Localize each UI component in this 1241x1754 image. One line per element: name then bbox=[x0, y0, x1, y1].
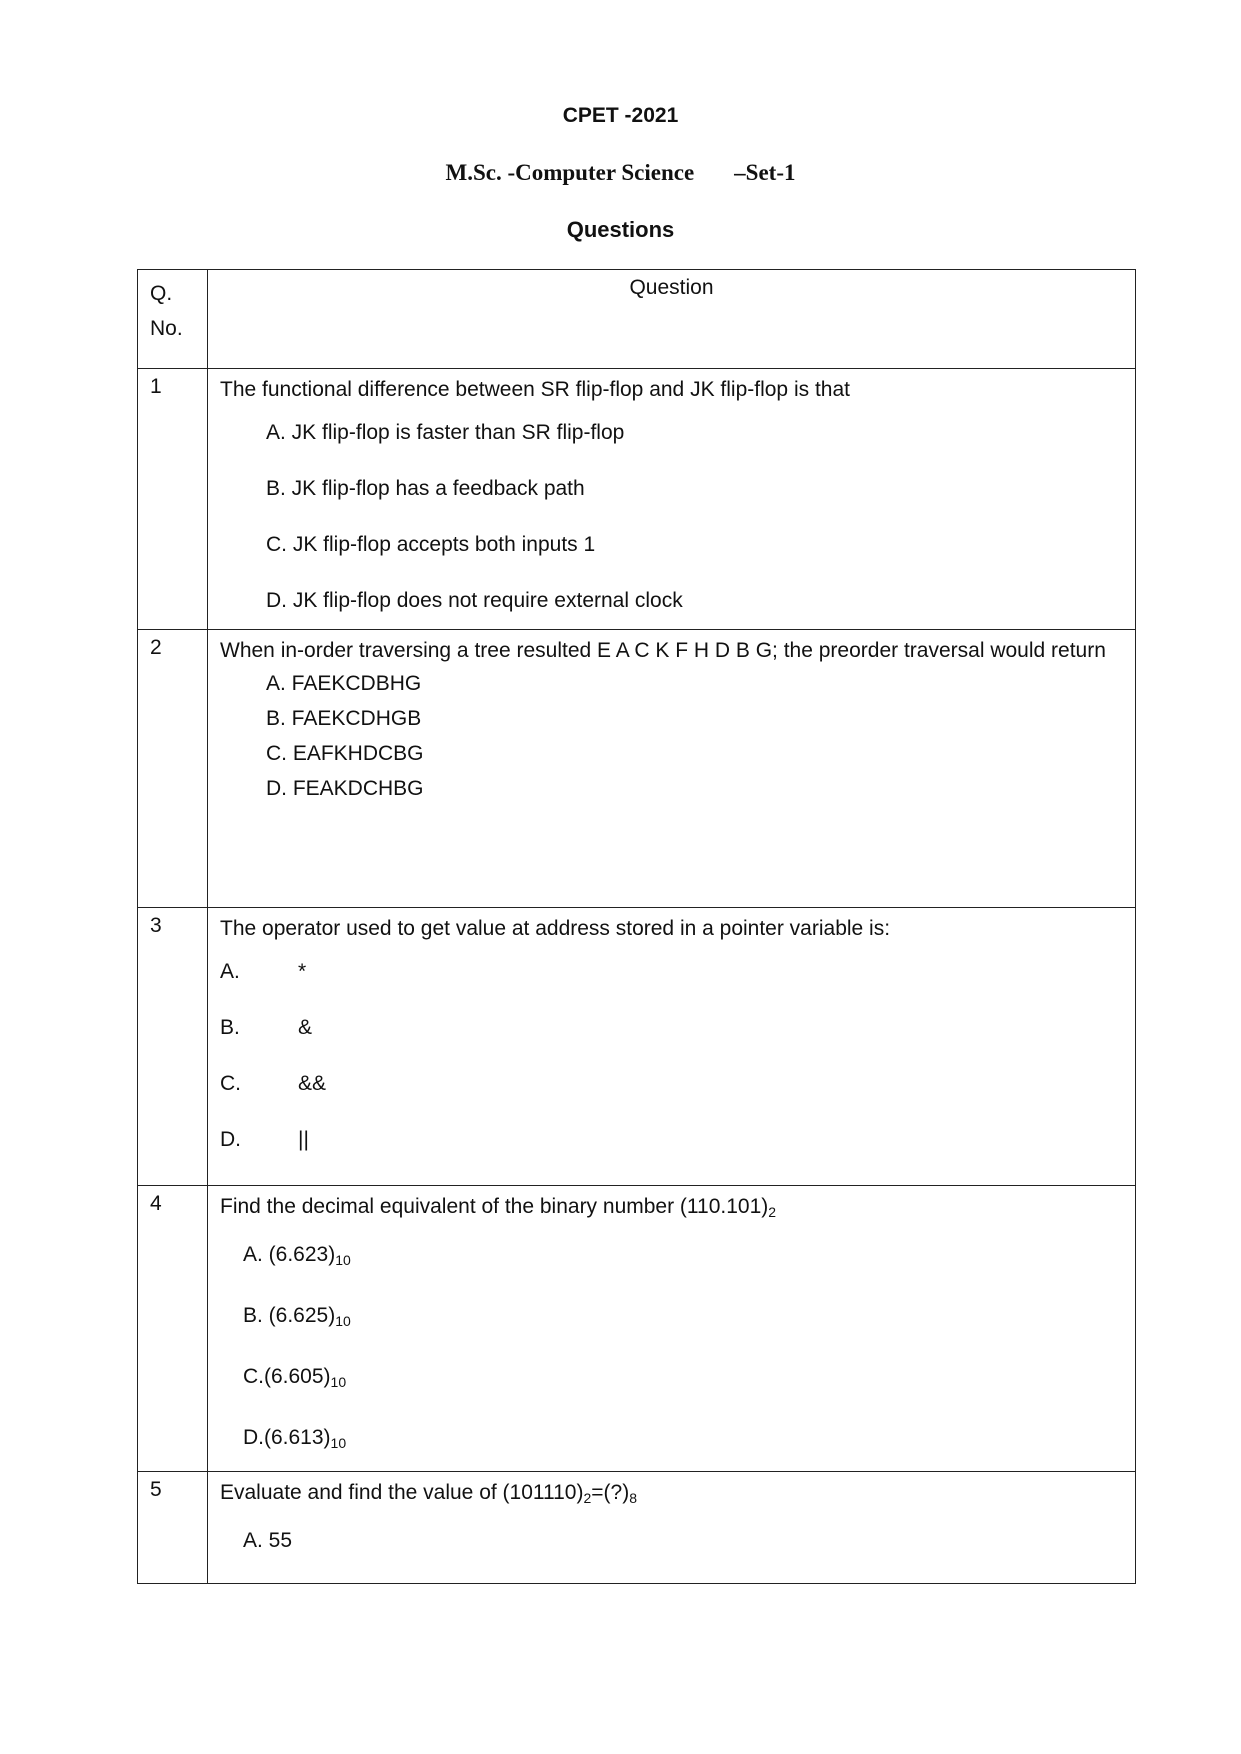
questions-table bbox=[137, 269, 1136, 1584]
option: A. * bbox=[220, 960, 307, 983]
question-number: 5 bbox=[138, 1472, 208, 1584]
course-name: M.Sc. -Computer Science bbox=[445, 160, 695, 185]
question-cell bbox=[208, 908, 1136, 1186]
exam-title: CPET -2021 bbox=[562, 104, 679, 127]
question-row bbox=[138, 369, 1136, 630]
question-number: 1 bbox=[138, 369, 208, 630]
option: D. || bbox=[220, 1128, 309, 1151]
question-number: 4 bbox=[138, 1186, 208, 1472]
option: A. JK flip-flop is faster than SR flip-flop bbox=[266, 421, 625, 444]
question-row bbox=[138, 1186, 1136, 1472]
question-text: Find the decimal equivalent of the binary number $(110.101)_2$ bbox=[220, 1195, 777, 1220]
column-header-question: Question bbox=[208, 270, 1136, 369]
section-title: Questions bbox=[566, 217, 675, 242]
option: B. & bbox=[220, 1016, 313, 1039]
question-cell bbox=[208, 369, 1136, 630]
question-number: 2 bbox=[138, 630, 208, 908]
option: C. EAFKHDCBG bbox=[266, 742, 424, 765]
question-text: When in-order traversing a tree resulted E A C K F H D B G; the preorder traversal would return bbox=[220, 639, 1106, 662]
option: D. FEAKDCHBG bbox=[266, 777, 424, 800]
question-cell bbox=[208, 630, 1136, 908]
option: A. 55 bbox=[243, 1529, 293, 1552]
option: B. JK flip-flop has a feedback path bbox=[266, 477, 585, 500]
option: C. JK flip-flop accepts both inputs 1 bbox=[266, 533, 596, 556]
option: C. && bbox=[220, 1072, 327, 1095]
column-header-qno: Q. No. bbox=[138, 270, 208, 369]
option: A. FAEKCDBHG bbox=[266, 672, 422, 695]
question-cell bbox=[208, 1186, 1136, 1472]
option: $C.(6.605)_{10}$ bbox=[243, 1365, 347, 1390]
option: $D.(6.613)_{10}$ bbox=[243, 1426, 347, 1451]
question-text: Evaluate and find the value of $(101110)_2=(?)_8$ bbox=[220, 1481, 638, 1506]
option: B. $(6.625)_{10}$ bbox=[243, 1304, 351, 1329]
question-text: The operator used to get value at address stored in a pointer variable is: bbox=[220, 917, 891, 940]
set-label: –Set-1 bbox=[734, 160, 796, 185]
question-row bbox=[138, 1472, 1136, 1584]
question-cell bbox=[208, 1472, 1136, 1584]
question-number: 3 bbox=[138, 908, 208, 1186]
question-row bbox=[138, 908, 1136, 1186]
question-row bbox=[138, 630, 1136, 908]
course-title bbox=[0, 160, 1241, 186]
question-text: The functional difference between SR flip-flop and JK flip-flop is that bbox=[220, 378, 850, 401]
table-header-row bbox=[138, 270, 1136, 369]
option: D. JK flip-flop does not require external clock bbox=[266, 589, 683, 612]
option: A. $(6.623)_{10}$ bbox=[243, 1243, 351, 1268]
option: B. FAEKCDHGB bbox=[266, 707, 422, 730]
